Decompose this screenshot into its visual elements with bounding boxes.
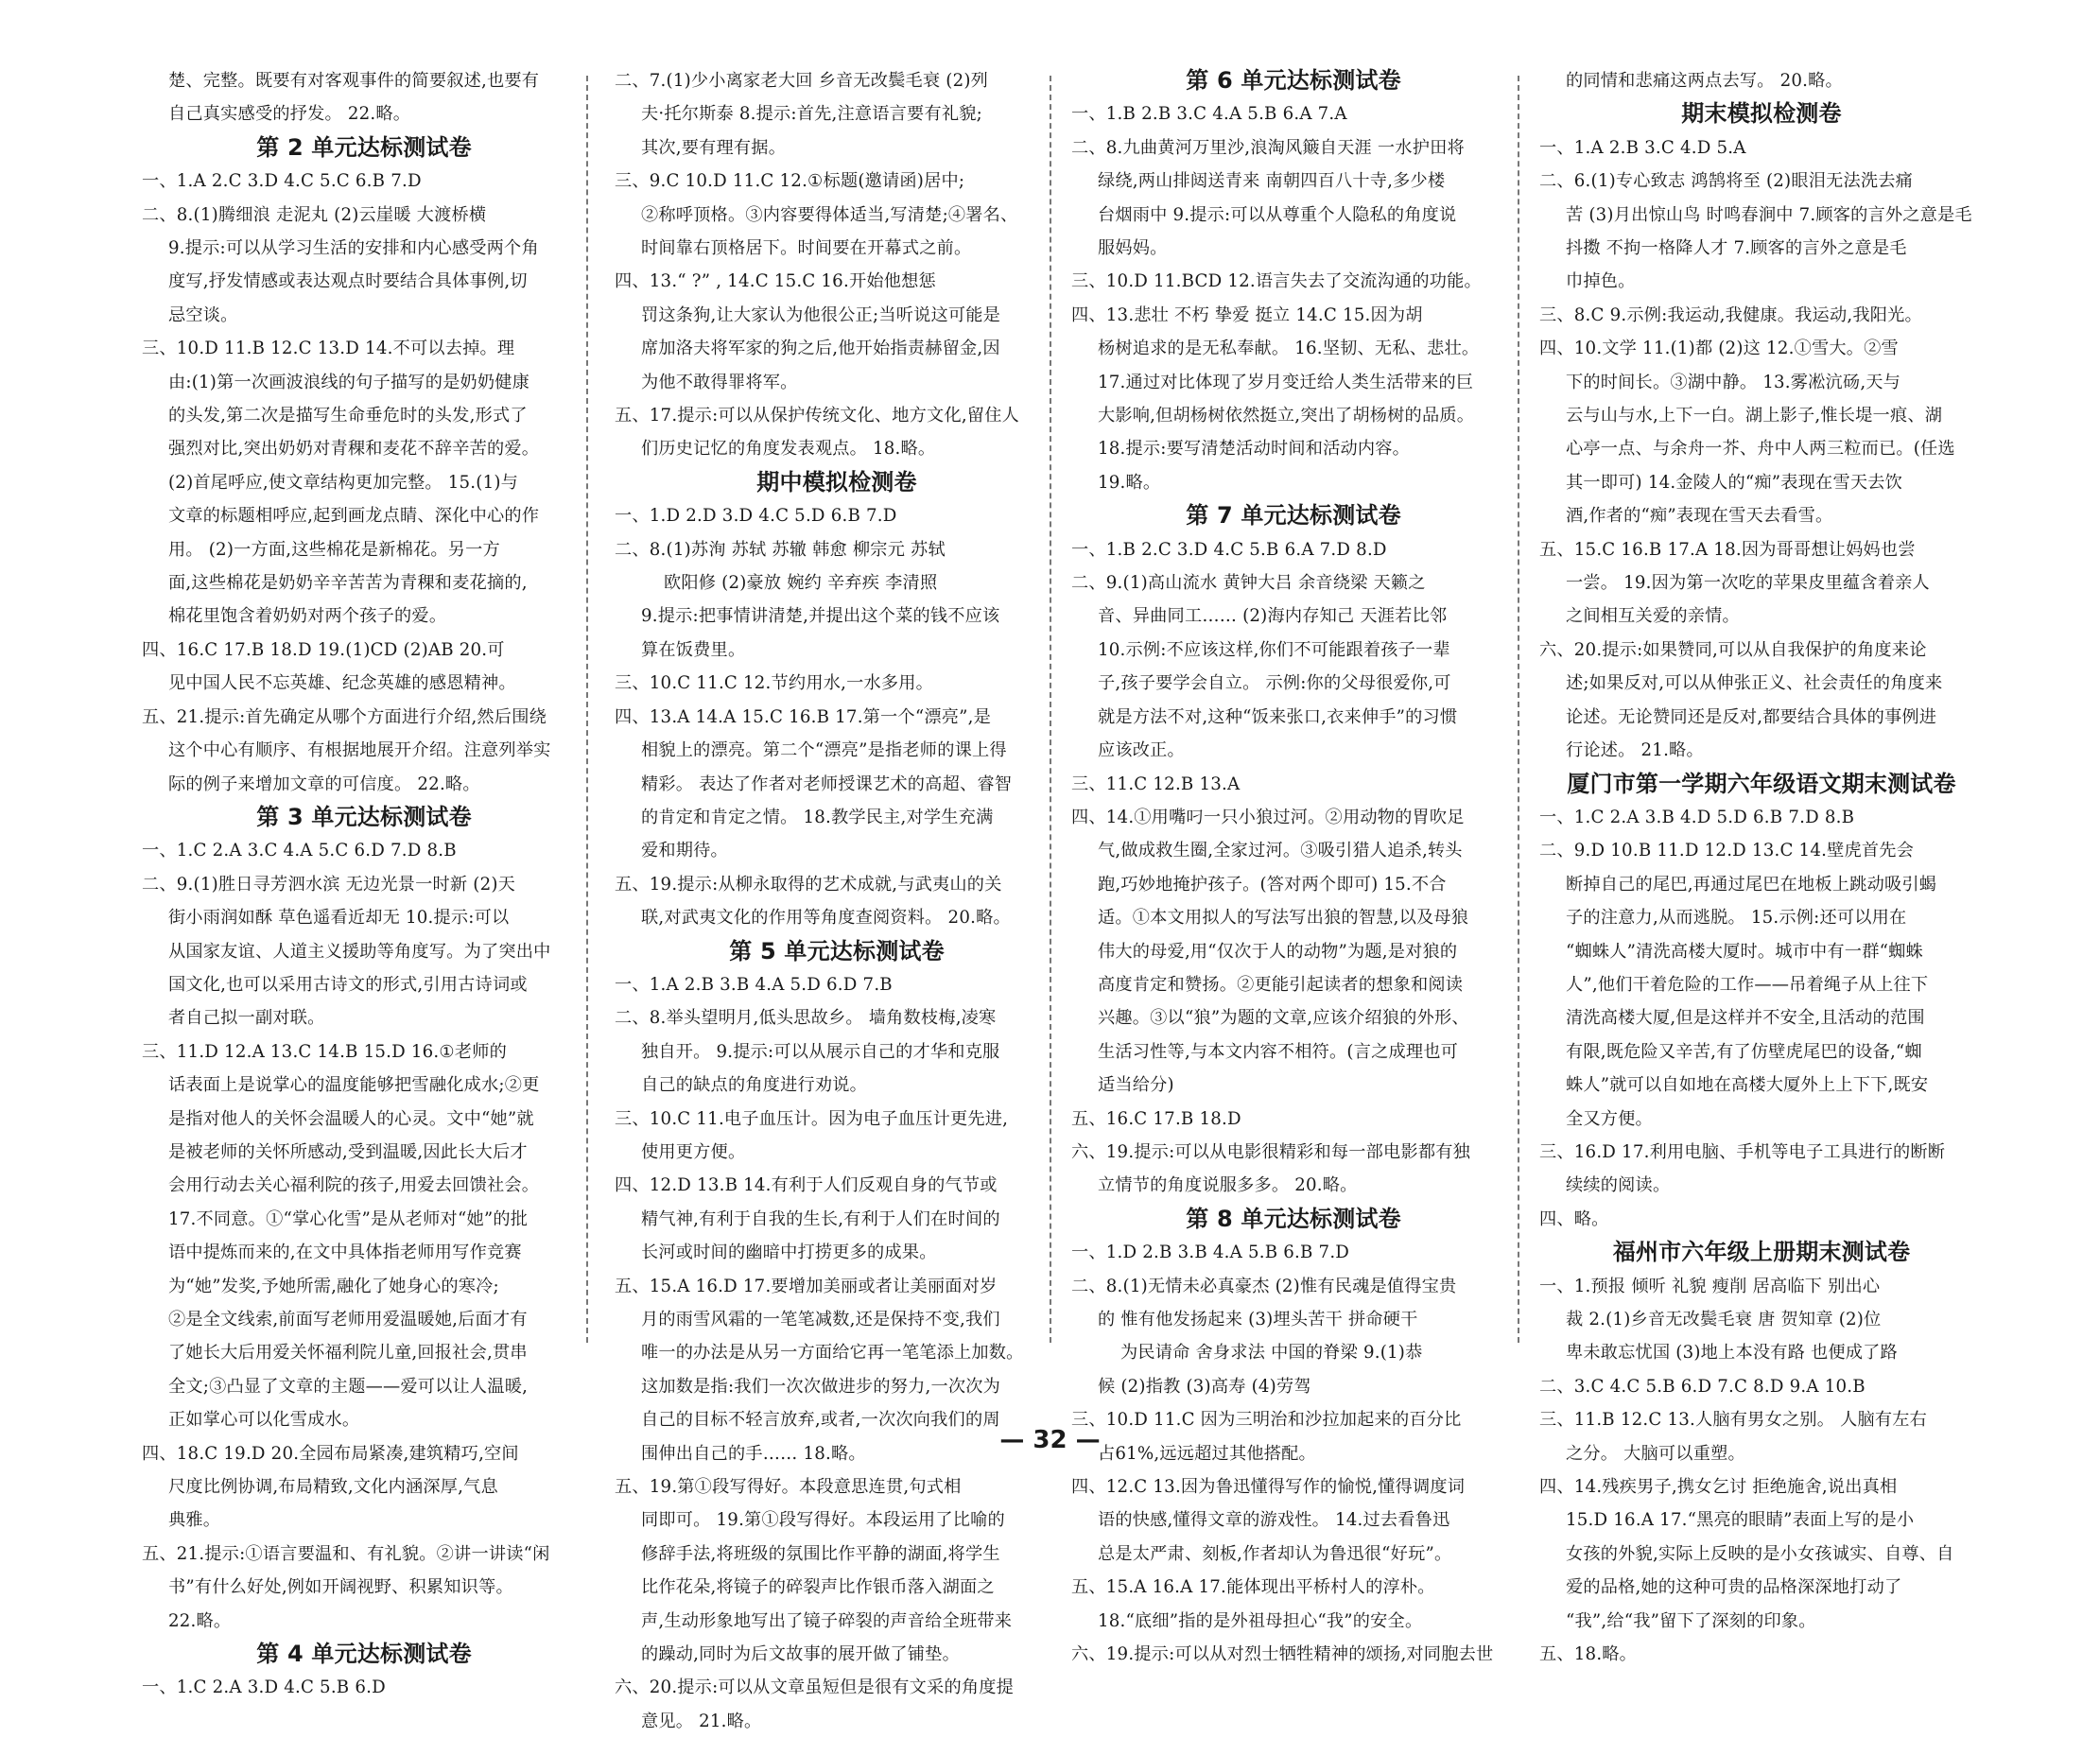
answer-line: 二、8.九曲黄河万里沙,浪淘风簸自天涯 一水护田将 <box>1071 137 1465 158</box>
answer-line: 总是太严肃、刻板,作者却认为鲁迅很“好玩”。 <box>1098 1543 1452 1564</box>
answer-line: 的躁动,同时为后文故事的展开做了铺垫。 <box>641 1644 960 1665</box>
answer-line: 书”有什么好处,例如开阔视野、积累知识等。 <box>168 1577 513 1598</box>
answer-line: 述;如果反对,可以从伸张正义、社会责任的角度来 <box>1566 673 1943 694</box>
section-heading: 第 8 单元达标测试卷 <box>1186 1205 1401 1232</box>
answer-line: 一、1.B 2.C 3.D 4.C 5.B 6.A 7.D 8.D <box>1071 539 1387 560</box>
answer-line: 人”,他们干着危险的工作——吊着绳子从上往下 <box>1566 974 1929 995</box>
answer-line: 爱的品格,她的这种可贵的品格深深地打动了 <box>1566 1577 1902 1598</box>
answer-line: 文章的标题相呼应,起到画龙点睛、深化中心的作 <box>168 506 540 527</box>
answer-line: 自己的目标不轻言放弃,或者,一次次向我们的周 <box>641 1410 1000 1431</box>
answer-line: 三、10.D 11.B 12.C 13.D 14.不可以去掉。理 <box>142 339 515 359</box>
answer-line: 一、1.预报 倾听 礼貌 瘦削 居高临下 别出心 <box>1539 1276 1881 1296</box>
section-heading: 福州市六年级上册期末测试卷 <box>1612 1239 1911 1266</box>
answer-line: 音、异曲同工…… (2)海内存知己 天涯若比邻 <box>1098 606 1448 627</box>
answer-line: 17.通过对比体现了岁月变迁给人类生活带来的巨 <box>1098 372 1474 392</box>
answer-line: 全文;③凸显了文章的主题——爱可以让人温暖, <box>168 1376 529 1397</box>
answer-line: 就是方法不对,这种“饭来张口,衣来伸手”的习惯 <box>1098 706 1458 727</box>
answer-line: 五、17.提示:可以从保护传统文化、地方文化,留住人 <box>615 406 1019 426</box>
column-divider <box>1050 76 1051 1343</box>
answer-line: 时间靠右顶格居下。时间要在开幕式之前。 <box>641 238 972 259</box>
section-heading: 第 7 单元达标测试卷 <box>1186 502 1401 530</box>
answer-line: 9.提示:可以从学习生活的安排和内心感受两个角 <box>168 238 539 259</box>
answer-line: (2)首尾呼应,使文章结构更加完整。 15.(1)与 <box>168 472 519 493</box>
answer-line: 精彩。 表达了作者对老师授课艺术的高超、睿智 <box>641 773 1013 794</box>
section-heading: 第 2 单元达标测试卷 <box>256 133 472 161</box>
answer-line: 国文化,也可以采用古诗文的形式,引用古诗词或 <box>168 974 528 995</box>
answer-line: 四、18.C 19.D 20.全园布局紧凑,建筑精巧,空间 <box>142 1443 519 1464</box>
answer-line: 下的时间长。③湖中静。 13.雾凇沆砀,天与 <box>1566 372 1901 392</box>
answer-line: 心亭一点、与余舟一芥、舟中人两三粒而已。(任选 <box>1566 439 1955 460</box>
answer-line: “我”,给“我”留下了深刻的印象。 <box>1566 1610 1816 1631</box>
answer-line: 五、19.第①段写得好。本段意思连贯,句式相 <box>615 1477 962 1498</box>
answer-line: 生活习性等,与本文内容不相符。(言之成理也可 <box>1098 1041 1459 1062</box>
answer-line: “蜘蛛人”清洗高楼大厦时。城市中有一群“蜘蛛 <box>1566 941 1923 962</box>
answer-line: 使用更方便。 <box>641 1141 746 1162</box>
answer-line: 一、1.C 2.A 3.C 4.A 5.C 6.D 7.D 8.B <box>142 841 457 861</box>
answer-line: 气,做成救生圈,全家过河。③吸引猎人追杀,转头 <box>1098 841 1463 861</box>
answer-line: 一、1.D 2.B 3.B 4.A 5.B 6.B 7.D <box>1071 1243 1350 1263</box>
answer-line: 五、21.提示:首先确定从哪个方面进行介绍,然后围绕 <box>142 706 547 727</box>
answer-line: 五、15.C 16.B 17.A 18.因为哥哥想让妈妈也尝 <box>1539 539 1916 560</box>
answer-line: 月的雨雪风霜的一笔笔减数,还是保持不变,我们 <box>641 1310 1000 1330</box>
answer-line: 语中提炼而来的,在文中具体指老师用写作竞赛 <box>168 1243 522 1263</box>
answer-line: 席加洛夫将军家的狗之后,他开始指责赫留金,因 <box>641 339 1000 359</box>
answer-line: 四、10.文学 11.(1)都 (2)这 12.①雪大。②雪 <box>1539 339 1899 359</box>
answer-line: 算在饭费里。 <box>641 639 746 660</box>
answer-line: 子的注意力,从而逃脱。 15.示例:还可以用在 <box>1566 908 1907 929</box>
answer-line: 四、13.A 14.A 15.C 16.B 17.第一个“漂亮”,是 <box>615 706 991 727</box>
answer-line: 三、16.D 17.利用电脑、手机等电子工具进行的断断 <box>1539 1141 1946 1162</box>
answer-line: 二、9.(1)胜日寻芳泗水滨 无边光景一时新 (2)天 <box>142 874 516 895</box>
answer-line: 精气神,有利于自我的生长,有利于人们在时间的 <box>641 1208 1000 1229</box>
answer-line: 的同情和悲痛这两点去写。 20.略。 <box>1566 71 1843 91</box>
section-heading: 期中模拟检测卷 <box>756 468 917 495</box>
answer-line: 跑,巧妙地掩护孩子。(答对两个即可) 15.不合 <box>1098 874 1447 895</box>
answer-line: 三、10.C 11.C 12.节约用水,一水多用。 <box>615 673 934 694</box>
answer-line: 独自开。 9.提示:可以从展示自己的才华和克服 <box>641 1041 1000 1062</box>
answer-line: 从国家友谊、人道主义援助等角度写。为了突出中 <box>168 941 551 962</box>
answer-line: 蛛人”就可以自如地在高楼大厦外上上下下,既安 <box>1566 1075 1929 1096</box>
answer-line: 适当给分) <box>1098 1075 1174 1096</box>
answer-line: 典雅。 <box>168 1510 221 1531</box>
answer-line: 应该改正。 <box>1098 740 1185 761</box>
answer-line: 酒,作者的“痴”表现在雪天去看雪。 <box>1566 506 1833 527</box>
answer-line: 会用行动去关心福利院的孩子,用爱去回馈社会。 <box>168 1175 540 1196</box>
answer-line: 六、20.提示:可以从文章虽短但是很有文采的角度提 <box>615 1677 1014 1698</box>
answer-line: 续续的阅读。 <box>1566 1175 1671 1196</box>
answer-line: 同即可。 19.第①段写得好。本段运用了比喻的 <box>641 1510 1005 1531</box>
answer-line: 巾掉色。 <box>1566 271 1636 292</box>
answer-line: 9.提示:把事情讲清楚,并提出这个菜的钱不应该 <box>641 606 1000 627</box>
answer-line: 罚这条狗,让大家认为他很公正;当听说这可能是 <box>641 304 1001 325</box>
answer-line: 是被老师的关怀所感动,受到温暖,因此长大后才 <box>168 1141 528 1162</box>
answer-line: 候 (2)指教 (3)高寿 (4)劳驾 <box>1098 1376 1311 1397</box>
answer-line: 二、8.举头望明月,低头思故乡。 墙角数枝梅,凌寒 <box>615 1008 997 1029</box>
answer-line: 三、11.D 12.A 13.C 14.B 15.D 16.①老师的 <box>142 1041 508 1062</box>
answer-line: 子,孩子要学会自立。 示例:你的父母很爱你,可 <box>1098 673 1451 694</box>
answer-line: 联,对武夷文化的作用等角度查阅资料。 20.略。 <box>641 908 1011 929</box>
answer-line: 二、3.C 4.C 5.B 6.D 7.C 8.D 9.A 10.B <box>1539 1376 1866 1397</box>
answer-line: 15.D 16.A 17.“黑亮的眼睛”表面上写的是小 <box>1566 1510 1915 1531</box>
answer-line: 三、10.C 11.电子血压计。因为电子血压计更先进, <box>615 1108 1009 1129</box>
answer-line: 二、7.(1)少小离家老大回 乡音无改鬓毛衰 (2)列 <box>615 71 989 91</box>
answer-line: 用。 (2)一方面,这些棉花是新棉花。另一方 <box>168 539 500 560</box>
answer-line: 三、9.C 10.D 11.C 12.①标题(邀请函)居中; <box>615 171 965 192</box>
answer-line: 一、1.C 2.A 3.B 4.D 5.D 6.B 7.D 8.B <box>1539 807 1855 827</box>
answer-line: 卑未敢忘忧国 (3)地上本没有路 也便成了路 <box>1566 1343 1898 1364</box>
answer-line: 正如掌心可以化雪成水。 <box>168 1410 360 1431</box>
answer-line: 三、8.C 9.示例:我运动,我健康。我运动,我阳光。 <box>1539 304 1922 325</box>
answer-line: 之分。 大脑可以重塑。 <box>1566 1443 1745 1464</box>
answer-line: 由:(1)第一次画波浪线的句子描写的是奶奶健康 <box>168 372 530 392</box>
answer-line: 服妈妈。 <box>1098 238 1168 259</box>
answer-line: 云与山与水,上下一白。湖上影子,惟长堤一痕、湖 <box>1566 406 1943 426</box>
answer-line: 强烈对比,突出奶奶对青稞和麦花不辞辛苦的爱。 <box>168 439 540 460</box>
answer-line: 这加数是指:我们一次次做进步的努力,一次次为 <box>641 1376 1001 1397</box>
answer-line: 全又方便。 <box>1566 1108 1653 1129</box>
answer-line: 四、13.“ ?” , 14.C 15.C 16.开始他想惩 <box>615 271 936 292</box>
answer-line: 六、20.提示:如果赞同,可以从自我保护的角度来论 <box>1539 639 1927 660</box>
answer-line: 者自己拟一副对联。 <box>168 1008 325 1029</box>
answer-line: 有限,既危险又辛苦,有了仿壁虎尾巴的设备,“蜘 <box>1566 1041 1922 1062</box>
answer-line: 的头发,第二次是描写生命垂危时的头发,形式了 <box>168 406 528 426</box>
answer-line: 街小雨润如酥 草色遥看近却无 10.提示:可以 <box>168 908 510 929</box>
answer-line: 一、1.D 2.D 3.D 4.C 5.D 6.B 7.D <box>615 506 897 527</box>
answer-line: 忌空谈。 <box>168 304 238 325</box>
answer-line: 10.示例:不应该这样,你们不可能跟着孩子一辈 <box>1098 639 1450 660</box>
answer-line: 19.略。 <box>1098 472 1161 493</box>
answer-line: 台烟雨中 9.提示:可以从尊重个人隐私的角度说 <box>1098 204 1457 225</box>
answer-line: 五、15.A 16.A 17.能体现出平桥村人的淳朴。 <box>1071 1577 1435 1598</box>
answer-line: 适。①本文用拟人的写法写出狼的智慧,以及母狼 <box>1098 908 1469 929</box>
answer-line: 18.“底细”指的是外祖母担心“我”的安全。 <box>1098 1610 1423 1631</box>
answer-line: 一、1.A 2.B 3.C 4.D 5.A <box>1539 137 1746 158</box>
answer-line: 意见。 21.略。 <box>641 1711 762 1731</box>
section-heading: 第 6 单元达标测试卷 <box>1186 67 1401 94</box>
answer-line: ②是全文线索,前面写老师用爱温暖她,后面才有 <box>168 1310 528 1330</box>
section-heading: 第 4 单元达标测试卷 <box>256 1641 472 1668</box>
answer-line: 17.不同意。①“掌心化雪”是从老师对“她”的批 <box>168 1208 529 1229</box>
answer-line: 一、1.B 2.B 3.C 4.A 5.B 6.A 7.A <box>1071 104 1347 125</box>
answer-line: 一、1.A 2.C 3.D 4.C 5.C 6.B 7.D <box>142 171 422 192</box>
answer-line: 的 惟有他发扬起来 (3)埋头苦干 拼命硬干 <box>1098 1309 1418 1330</box>
answer-line: 是指对他人的关怀会温暖人的心灵。文中“她”就 <box>168 1108 534 1129</box>
answer-line: 论述。无论赞同还是反对,都要结合具体的事例进 <box>1566 706 1937 727</box>
answer-line: 一尝。 19.因为第一次吃的苹果皮里蕴含着亲人 <box>1566 573 1930 594</box>
answer-line: 爱和期待。 <box>641 841 728 861</box>
answer-line: 三、10.D 11.C 因为三明治和沙拉加起来的百分比 <box>1071 1410 1462 1431</box>
answer-line: 为他不敢得罪将军。 <box>641 372 798 392</box>
column-divider <box>1518 76 1519 1343</box>
answer-line: 抖擞 不拘一格降人才 7.顾客的言外之意是毛 <box>1566 238 1907 259</box>
answer-line: 四、14.①用嘴叼一只小狼过河。②用动物的胃吹足 <box>1071 807 1465 827</box>
answer-line: 五、21.提示:①语言要温和、有礼貌。②讲一讲读“闲 <box>142 1543 550 1564</box>
answer-line: 围伸出自己的手…… 18.略。 <box>641 1443 866 1464</box>
answer-line: 其一即可) 14.金陵人的“痴”表现在雪天去饮 <box>1566 472 1902 493</box>
answer-line: 长河或时间的幽暗中打捞更多的成果。 <box>641 1243 937 1263</box>
answer-line: 际的例子来增加文章的可信度。 22.略。 <box>168 773 480 794</box>
answer-line: 22.略。 <box>168 1610 232 1631</box>
section-heading: 第 3 单元达标测试卷 <box>256 803 472 830</box>
answer-line: 五、19.提示:从柳永取得的艺术成就,与武夷山的关 <box>615 874 1002 895</box>
answer-line: 占61%,远远超过其他搭配。 <box>1098 1443 1316 1464</box>
answer-line: 立情节的角度说服多多。 20.略。 <box>1098 1175 1358 1196</box>
answer-line: 四、13.悲壮 不朽 挚爱 挺立 14.C 15.因为胡 <box>1071 304 1423 325</box>
answer-line: 欧阳修 (2)豪放 婉约 辛弃疾 李清照 <box>664 573 938 594</box>
answer-line: 楚、完整。既要有对客观事件的简要叙述,也要有 <box>168 71 540 91</box>
answer-line: 见中国人民不忘英雄、纪念英雄的感恩精神。 <box>168 673 516 694</box>
answer-line: 的肯定和肯定之情。 18.教学民主,对学生充满 <box>641 807 994 827</box>
answer-line: 杨树追求的是无私奉献。 16.坚韧、无私、悲壮。 <box>1098 339 1480 359</box>
answer-line: 话表面上是说掌心的温度能够把雪融化成水;②更 <box>168 1075 540 1096</box>
answer-line: 六、19.提示:可以从电影很精彩和每一部电影都有独 <box>1071 1141 1470 1162</box>
answer-line: 了她长大后用爱关怀福利院儿童,回报社会,贯串 <box>168 1343 528 1364</box>
section-heading: 厦门市第一学期六年级语文期末测试卷 <box>1567 770 1956 797</box>
answer-line: 自己的缺点的角度进行劝说。 <box>641 1075 868 1096</box>
answer-line: 度写,抒发情感或表达观点时要结合具体事例,切 <box>168 271 528 292</box>
section-heading: 第 5 单元达标测试卷 <box>729 937 945 965</box>
answer-line: 三、11.B 12.C 13.人脑有男女之别。 人脑有左右 <box>1539 1410 1928 1431</box>
answer-line: 行论述。 21.略。 <box>1566 740 1704 761</box>
answer-column-1 <box>142 64 586 1705</box>
answer-line: 裁 2.(1)乡音无改鬓毛衰 唐 贺知章 (2)位 <box>1566 1309 1882 1330</box>
answer-line: 为“她”发奖,予她所需,融化了她身心的寒冷; <box>168 1276 499 1296</box>
column-divider <box>586 76 588 1343</box>
answer-line: 夫·托尔斯泰 8.提示:首先,注意语言要有礼貌; <box>641 104 982 125</box>
answer-line: 四、略。 <box>1539 1208 1609 1229</box>
page-number: — 32 — <box>999 1426 1101 1454</box>
answer-line: 这个中心有顺序、有根据地展开介绍。注意列举实 <box>168 740 551 761</box>
answer-line: 绿绕,两山排闼送青来 南朝四百八十寺,多少楼 <box>1098 171 1446 192</box>
answer-line: 为民请命 舍身求法 中国的脊梁 9.(1)恭 <box>1120 1343 1423 1364</box>
answer-line: 伟大的母爱,用“仅次于人的动物”为题,是对狼的 <box>1098 941 1458 962</box>
answer-line: 二、8.(1)苏洵 苏轼 苏辙 韩愈 柳宗元 苏轼 <box>615 539 946 560</box>
section-heading: 期末模拟检测卷 <box>1681 100 1842 128</box>
answer-line: 二、9.D 10.B 11.D 12.D 13.C 14.壁虎首先会 <box>1539 841 1915 861</box>
answer-line: 之间相互关爱的亲情。 <box>1566 606 1740 627</box>
answer-line: 六、19.提示:可以从对烈士牺牲精神的颂扬,对同胞去世 <box>1071 1644 1494 1665</box>
answer-line: 一、1.C 2.A 3.D 4.C 5.B 6.D <box>142 1677 386 1698</box>
answer-line: 面,这些棉花是奶奶辛辛苦苦为青稞和麦花摘的, <box>168 573 528 594</box>
answer-line: ②称呼顶格。③内容要得体适当,写清楚;④署名、 <box>641 204 1018 225</box>
answer-line: 清洗高楼大厦,但是这样并不安全,且活动的范围 <box>1566 1008 1925 1029</box>
answer-line: 棉花里饱含着奶奶对两个孩子的爱。 <box>168 606 447 627</box>
answer-line: 一、1.A 2.B 3.B 4.A 5.D 6.D 7.B <box>615 974 893 995</box>
answer-line: 尺度比例协调,布局精致,文化内涵深厚,气息 <box>168 1477 498 1498</box>
answer-line: 四、12.C 13.因为鲁迅懂得写作的愉悦,懂得调度词 <box>1071 1477 1466 1498</box>
answer-line: 苦 (3)月出惊山鸟 时鸣春涧中 7.顾客的言外之意是毛 <box>1566 204 1972 225</box>
answer-line: 四、16.C 17.B 18.D 19.(1)CD (2)AB 20.可 <box>142 639 505 660</box>
answer-line: 18.提示:要写清楚活动时间和活动内容。 <box>1098 439 1411 460</box>
answer-line: 相貌上的漂亮。第二个“漂亮”是指老师的课上得 <box>641 740 1007 761</box>
answer-line: 五、15.A 16.D 17.要增加美丽或者让美丽面对岁 <box>615 1276 998 1296</box>
answer-line: 声,生动形象地写出了镜子碎裂的声音给全班带来 <box>641 1610 1013 1631</box>
answer-line: 语的快感,懂得文章的游戏性。 14.过去看鲁迅 <box>1098 1510 1450 1531</box>
answer-line: 比作花朵,将镜子的碎裂声比作银币落入湖面之 <box>641 1577 995 1598</box>
answer-line: 自己真实感受的抒发。 22.略。 <box>168 104 411 125</box>
answer-line: 其次,要有理有据。 <box>641 137 787 158</box>
answer-line: 唯一的办法是从另一方面给它再一笔笔添上加数。 <box>641 1343 1024 1364</box>
answer-line: 二、8.(1)腾细浪 走泥丸 (2)云崖暖 大渡桥横 <box>142 204 487 225</box>
answer-line: 三、11.C 12.B 13.A <box>1071 773 1241 794</box>
answer-line: 五、16.C 17.B 18.D <box>1071 1108 1241 1129</box>
answer-line: 修辞手法,将班级的氛围比作平静的湖面,将学生 <box>641 1543 1000 1564</box>
answer-line: 二、6.(1)专心致志 鸿鹄将至 (2)眼泪无法洗去痛 <box>1539 171 1914 192</box>
answer-line: 断掉自己的尾巴,再通过尾巴在地板上跳动吸引蝎 <box>1566 874 1937 895</box>
answer-line: 三、10.D 11.BCD 12.语言失去了交流沟通的功能。 <box>1071 271 1482 292</box>
answer-line: 们历史记忆的角度发表观点。 18.略。 <box>641 439 936 460</box>
answer-line: 二、8.(1)无情未必真豪杰 (2)惟有民魂是值得宝贵 <box>1071 1276 1457 1296</box>
answer-line: 女孩的外貌,实际上反映的是小女孩诚实、自尊、自 <box>1566 1543 1954 1564</box>
answer-line: 四、12.D 13.B 14.有利于人们反观自身的气节或 <box>615 1175 998 1196</box>
answer-line: 四、14.残疾男子,携女乞讨 拒绝施舍,说出真相 <box>1539 1477 1898 1498</box>
answer-line: 兴趣。③以“狼”为题的文章,应该介绍狼的外形、 <box>1098 1008 1469 1029</box>
answer-line: 五、18.略。 <box>1539 1644 1638 1665</box>
answer-line: 大影响,但胡杨树依然挺立,突出了胡杨树的品质。 <box>1098 406 1475 426</box>
answer-line: 高度肯定和赞扬。②更能引起读者的想象和阅读 <box>1098 974 1464 995</box>
answer-line: 二、9.(1)高山流水 黄钟大吕 余音绕梁 天籁之 <box>1071 573 1426 594</box>
